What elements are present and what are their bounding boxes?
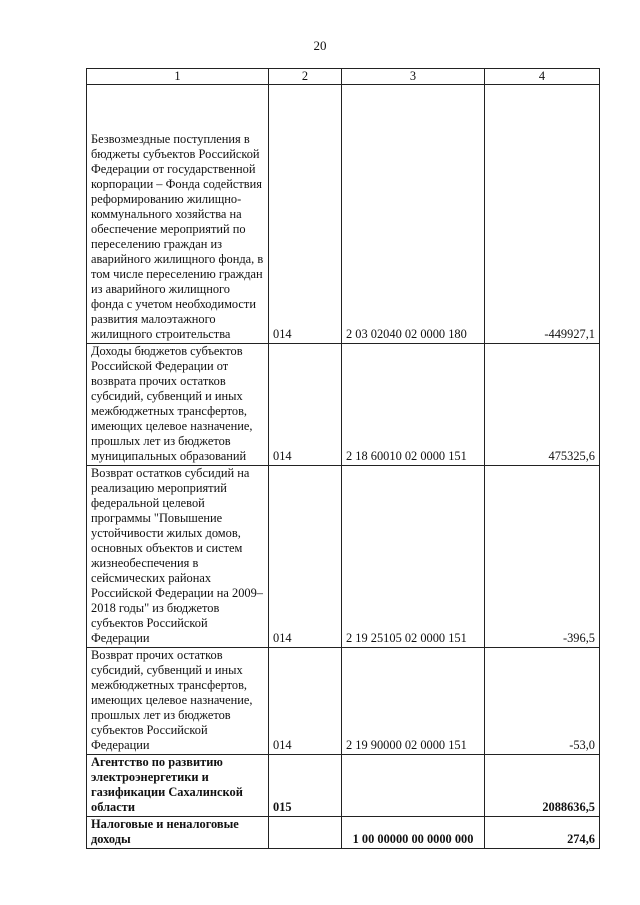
row-name: Агентство по развитию электроэнергетики и газификации Сахалинской области xyxy=(87,755,269,817)
row-name: Безвозмездные поступления в бюджеты субъектов Российской Федерации от государственной корпорации – Фонда содействия реформированию жилищно-коммунального хозяйства на обеспечение мероприятий по переселению граждан из аварийного жилищного фонда, в том числе переселению граждан из аварийного жилищного фонда с учетом необходимости развития малоэтажного жилищного строительства xyxy=(87,85,269,344)
table-row xyxy=(87,466,600,648)
row-name: Доходы бюджетов субъектов Российской Федерации от возврата прочих остатков субсидий, субвенций и иных межбюджетных трансфертов, имеющих целевое назначение, прошлых лет из бюджетов муниципальных образований xyxy=(87,344,269,466)
row-budget-code: 2 19 90000 02 0000 151 xyxy=(342,648,485,755)
row-amount: -396,5 xyxy=(485,466,600,648)
table-row xyxy=(87,85,600,344)
table-row xyxy=(87,755,600,817)
page-number: 20 xyxy=(313,38,327,53)
header-col-4: 4 xyxy=(485,69,600,85)
header-col-1: 1 xyxy=(87,69,269,85)
table-row xyxy=(87,344,600,466)
row-name: Налоговые и неналоговые доходы xyxy=(87,817,269,849)
row-budget-code: 1 00 00000 00 0000 000 xyxy=(342,817,485,849)
header-col-2: 2 xyxy=(269,69,342,85)
row-budget-code: 2 03 02040 02 0000 180 xyxy=(342,85,485,344)
row-budget-code xyxy=(342,755,485,817)
table-header-row xyxy=(87,69,600,85)
row-name: Возврат остатков субсидий на реализацию мероприятий федеральной целевой программы "Повышение устойчивости жилых домов, основных объектов и систем жизнеобеспечения в сейсмических районах Российской Федерации на 2009–2018 годы" из бюджетов субъектов Российской Федерации xyxy=(87,466,269,648)
row-amount: -449927,1 xyxy=(485,85,600,344)
row-budget-code: 2 18 60010 02 0000 151 xyxy=(342,344,485,466)
row-budget-code: 2 19 25105 02 0000 151 xyxy=(342,466,485,648)
row-admin-code: 014 xyxy=(269,344,342,466)
row-admin-code xyxy=(269,817,342,849)
row-amount: -53,0 xyxy=(485,648,600,755)
row-admin-code: 014 xyxy=(269,466,342,648)
table-row xyxy=(87,817,600,849)
header-col-3: 3 xyxy=(342,69,485,85)
table-row xyxy=(87,648,600,755)
row-amount: 274,6 xyxy=(485,817,600,849)
row-amount: 475325,6 xyxy=(485,344,600,466)
row-admin-code: 014 xyxy=(269,85,342,344)
row-admin-code: 014 xyxy=(269,648,342,755)
row-admin-code: 015 xyxy=(269,755,342,817)
budget-table xyxy=(86,68,600,849)
row-amount: 2088636,5 xyxy=(485,755,600,817)
row-name: Возврат прочих остатков субсидий, субвенций и иных межбюджетных трансфертов, имеющих целевое назначение, прошлых лет из бюджетов субъектов Российской Федерации xyxy=(87,648,269,755)
